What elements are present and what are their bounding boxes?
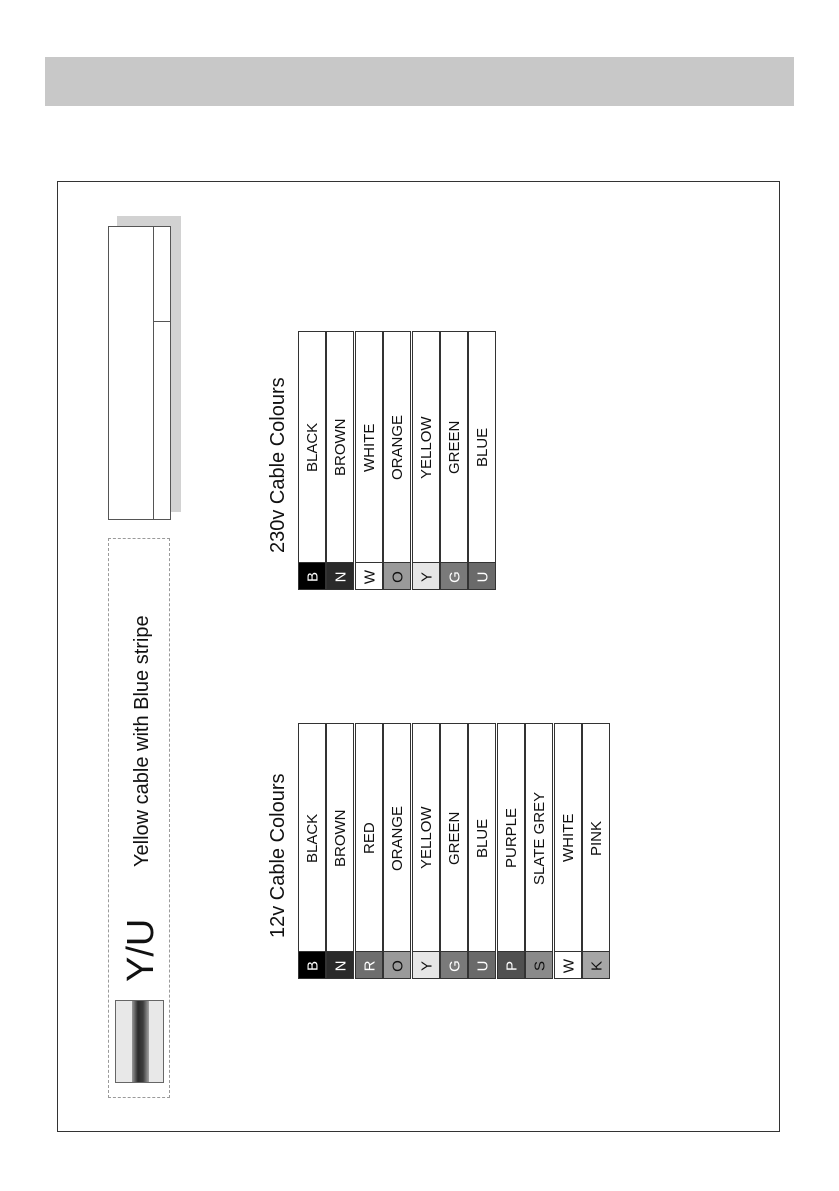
colour-name-cell — [326, 723, 354, 951]
colour-name: SLATE GREY — [531, 791, 549, 885]
colour-name-cell — [440, 331, 468, 562]
colour-code: K — [588, 960, 606, 972]
legend-code: Y/U — [120, 918, 162, 982]
colour-code-cell — [468, 951, 496, 979]
colour-code: B — [304, 960, 322, 972]
colour-code: G — [446, 571, 464, 583]
colour-code-cell — [383, 562, 411, 590]
colour-name-cell — [468, 331, 496, 562]
colour-name-cell — [468, 723, 496, 951]
colour-name: BROWN — [332, 809, 350, 867]
colour-code-cell — [355, 951, 383, 979]
colour-name: BLUE — [474, 818, 492, 858]
colour-name: WHITE — [559, 813, 577, 863]
header-bar — [45, 57, 794, 106]
table-12v-title: 12v Cable Colours — [267, 773, 289, 938]
colour-name: RED — [360, 822, 378, 854]
colour-code-cell — [468, 562, 496, 590]
colour-name-cell — [412, 723, 440, 951]
colour-name-cell — [298, 331, 326, 562]
colour-code-cell — [554, 951, 582, 979]
colour-code-cell — [326, 562, 354, 590]
legend-description: Yellow cable with Blue stripe — [131, 615, 153, 867]
colour-name-cell — [383, 723, 411, 951]
colour-code: Y — [418, 960, 436, 972]
colour-name: BLACK — [304, 813, 321, 863]
colour-code: U — [474, 960, 492, 972]
colour-code-cell — [440, 951, 468, 979]
colour-name-cell — [355, 331, 383, 562]
colour-name-cell — [298, 723, 326, 951]
cable-stripe — [132, 1001, 149, 1082]
cable-swatch — [115, 1000, 164, 1083]
colour-code-cell — [412, 951, 440, 979]
colour-name: BLUE — [474, 427, 492, 468]
colour-name: GREEN — [446, 811, 463, 865]
colour-name: WHITE — [360, 423, 378, 472]
colour-code-cell — [298, 562, 326, 590]
colour-code-cell — [298, 951, 326, 979]
colour-code: W — [560, 958, 578, 974]
colour-name-cell — [440, 723, 468, 951]
colour-name-cell — [326, 331, 354, 562]
colour-code: O — [389, 960, 407, 972]
colour-name-cell — [383, 331, 411, 562]
cable-divider-vertical — [153, 227, 154, 519]
colour-code: S — [531, 960, 549, 972]
colour-name: YELLOW — [417, 806, 435, 870]
colour-code-cell — [412, 562, 440, 590]
cable-illustration — [108, 226, 171, 520]
colour-code-cell — [383, 951, 411, 979]
colour-code: O — [389, 571, 407, 583]
colour-code: G — [446, 960, 464, 972]
colour-code-cell — [326, 951, 354, 979]
colour-name: ORANGE — [389, 805, 407, 871]
colour-name-cell — [497, 723, 525, 951]
colour-code-cell — [525, 951, 553, 979]
colour-code-cell — [497, 951, 525, 979]
colour-code: W — [361, 569, 379, 585]
colour-name: GREEN — [446, 420, 463, 475]
colour-code: P — [503, 960, 521, 972]
colour-code-cell — [355, 562, 383, 590]
colour-code: R — [361, 960, 379, 972]
colour-code: Y — [418, 571, 436, 583]
colour-name: YELLOW — [417, 416, 435, 479]
colour-name: PINK — [588, 820, 605, 856]
colour-name-cell — [355, 723, 383, 951]
colour-code: B — [304, 571, 322, 583]
colour-name: ORANGE — [389, 414, 407, 480]
colour-code: U — [474, 571, 492, 583]
colour-name-cell — [412, 331, 440, 562]
colour-code: N — [332, 571, 350, 583]
colour-name: PURPLE — [502, 807, 520, 869]
colour-code: N — [332, 960, 350, 972]
colour-name: BLACK — [304, 422, 321, 473]
colour-name-cell — [554, 723, 582, 951]
table-230v-title: 230v Cable Colours — [267, 377, 289, 553]
colour-name-cell — [582, 723, 610, 951]
colour-name-cell — [525, 723, 553, 951]
colour-code-cell — [440, 562, 468, 590]
colour-code-cell — [582, 951, 610, 979]
colour-name: BROWN — [332, 418, 350, 477]
cable-divider-horizontal — [153, 321, 170, 322]
